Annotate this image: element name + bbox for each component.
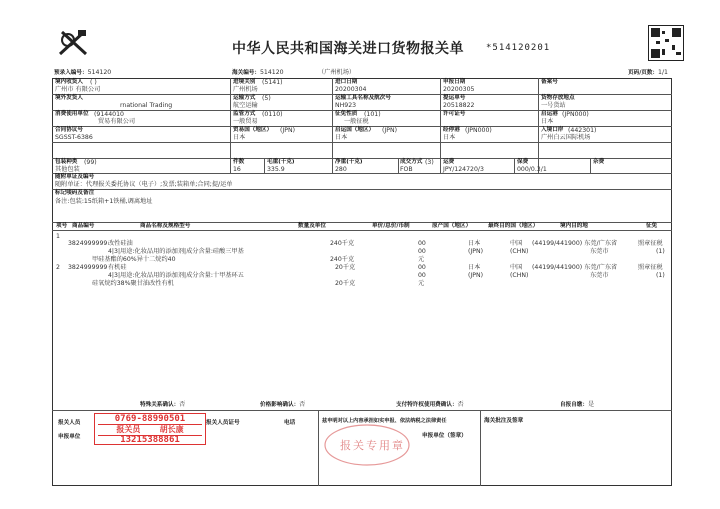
trade-terms-label: 成交方式 [400, 159, 423, 165]
goods-col-price: 单价/总价/币制 [372, 223, 410, 229]
contract-value: SGSST-6386 [55, 134, 93, 141]
record-no-label: 备案号 [541, 79, 558, 85]
origin-country-value: 日本 [335, 134, 348, 141]
goods-total-price: 00 [418, 272, 426, 279]
transport-mode-value: 航空运输 [233, 102, 258, 109]
goods-total-price: 00 [418, 248, 426, 255]
entry-port-label: 入境口岸 [541, 127, 564, 133]
special-relation: 特殊关系确认：否 [140, 401, 186, 408]
declarant-stamp [94, 413, 206, 445]
consignee-label: 境内收货人 [55, 79, 83, 85]
package-type-code: (99) [84, 159, 97, 166]
entry-port-code: (442301) [568, 127, 597, 134]
entry-customs-code: (5141) [262, 79, 283, 86]
overseas-shipper-value: rnational Trading [120, 102, 173, 109]
stop-port-label: 经停港 [443, 127, 460, 133]
goods-origin: 日本 [468, 240, 481, 247]
goods-col-no: 项号 [56, 223, 68, 229]
goods-col-dest: 最终目的国（地区） [488, 223, 539, 229]
goods-col-domestic: 境内目的地 [560, 223, 588, 229]
gross-weight-label: 毛重(千克) [267, 159, 295, 165]
declaring-unit-seal-label: 申报单位（签章） [422, 433, 467, 439]
import-date-label: 进口日期 [335, 79, 358, 85]
goods-name: 有机硅 [108, 264, 127, 271]
goods-domestic-city: 东莞市 [590, 272, 609, 279]
goods-domestic: (44199/441900) 东莞/广东省 [532, 264, 618, 271]
customs-remarks-label: 海关批注及签章 [484, 418, 524, 424]
insurance-value: 000/0.3/1 [517, 166, 547, 173]
goods-dest-code: (CHN) [510, 248, 529, 255]
goods-levy: 照章征税 [638, 264, 663, 271]
package-type-label: 包装种类 [55, 159, 78, 165]
stamp-phone: 0769-88990501 [114, 414, 186, 424]
trade-country-value: 日本 [233, 134, 246, 141]
storage-value: 一号货站 [541, 102, 566, 109]
user-unit-code: (9144010 [94, 111, 124, 118]
goods-origin-code: (JPN) [468, 248, 484, 255]
marks-value: 备注:包装:15纸箱+1铁桶,调离地址 [55, 198, 153, 205]
transport-mode-code: (5) [262, 95, 271, 102]
supervision-label: 监管方式 [233, 111, 256, 117]
goods-qty-legal: 20千克 [335, 280, 356, 287]
gross-weight-value: 335.9 [267, 166, 285, 173]
goods-name: 改性硅油 [108, 240, 133, 247]
goods-spec: 4|3|用途:化妆品用的添加剂|成分含量:硅酸三甲基 [108, 248, 244, 255]
customs-logo-icon [56, 28, 90, 58]
page-title: 中华人民共和国海关进口货物报关单 [232, 41, 464, 57]
declarant-cert-label: 报关人员证号 [206, 420, 240, 426]
goods-qty: 240千克 [330, 240, 355, 247]
departure-port-code: (JPN000) [562, 111, 589, 118]
supervision-code: (0110) [262, 111, 283, 118]
net-weight-label: 净重(千克) [335, 159, 363, 165]
goods-no: 2 [56, 264, 60, 271]
stop-port-value: 日本 [443, 134, 456, 141]
stamp-declarant: 报关员 胡长康 [98, 424, 202, 436]
declare-date-value: 20200305 [443, 86, 475, 93]
goods-domestic: (44199/441900) 东莞/广东省 [532, 240, 618, 247]
entry-customs-label: 进境关别 [233, 79, 256, 85]
pieces-label: 件数 [233, 159, 245, 165]
levy-nature-code: (101) [364, 111, 381, 118]
marks-label: 标记唛码及备注 [55, 190, 95, 196]
declare-date-label: 申报日期 [443, 79, 466, 85]
goods-col-code: 商品编号 [72, 223, 95, 229]
stamp-mobile: 13215388861 [120, 435, 180, 445]
entry-port-value: 广州白云国际机场 [541, 134, 591, 141]
customs-name: （广州机场） [318, 69, 356, 76]
customs-number: 海关编号：514120 [232, 69, 284, 76]
goods-spec: 4|3|用途:化妆品用的添加剂|成分含量:十甲基环五 [108, 272, 244, 279]
user-unit-label: 消费使用单位 [55, 111, 89, 117]
goods-dest-code: (CHN) [510, 272, 529, 279]
declaring-unit-label: 申报单位 [58, 434, 81, 440]
origin-country-label: 启运国（地区） [335, 127, 375, 133]
goods-col-levy: 征免 [646, 223, 658, 229]
goods-col-qty: 数量及单位 [298, 223, 326, 229]
goods-domestic-city: 东莞市 [590, 248, 609, 255]
customs-seal-text: 报关专用章 [340, 439, 405, 452]
goods-unit-price: 00 [418, 264, 426, 271]
goods-col-origin: 原产国（地区） [432, 223, 472, 229]
goods-spec-cont: 甲硅基酯的60%异十二烷约40 [92, 256, 176, 263]
goods-origin: 日本 [468, 264, 481, 271]
goods-code: 3824999999 [68, 240, 108, 247]
trade-terms-value: FOB [400, 166, 413, 173]
goods-levy-code: (1) [656, 272, 665, 279]
consignee-value: 广州市 有限公司 [55, 86, 101, 93]
transport-name-value: NH923 [335, 102, 357, 109]
misc-fee-label: 杂费 [593, 159, 605, 165]
qr-code-icon [648, 25, 684, 61]
transport-mode-label: 运输方式 [233, 95, 256, 101]
supervision-value: 一般贸易 [233, 118, 258, 125]
documents-label: 随附单证及编号 [55, 174, 95, 180]
departure-port-value: 日本 [541, 118, 554, 125]
goods-levy-code: (1) [656, 248, 665, 255]
consignee-code: ( ) [90, 79, 97, 86]
goods-no: 1 [56, 233, 60, 240]
levy-nature-label: 征免性质 [335, 111, 358, 117]
transport-name-label: 运输工具名称及航次号 [335, 95, 391, 101]
freight-value: JPY/124720/3 [443, 166, 484, 173]
goods-code: 3824999999 [68, 264, 108, 271]
levy-nature-value: 一般征税 [344, 118, 369, 125]
goods-qty-legal: 240千克 [330, 256, 355, 263]
goods-currency: 元 [418, 256, 425, 263]
trade-country-label: 贸易国（地区） [233, 127, 273, 133]
storage-label: 货物存放地点 [541, 95, 575, 101]
trade-terms-code: (3) [425, 159, 434, 166]
net-weight-value: 280 [335, 166, 347, 173]
origin-country-code: (JPN) [382, 127, 398, 134]
royalty-confirm: 支付特许权使用费确认：否 [396, 401, 464, 408]
goods-unit-price: 00 [418, 240, 426, 247]
page-count: 页码/页数：1/1 [628, 69, 668, 76]
goods-origin-code: (JPN) [468, 272, 484, 279]
price-influence: 价格影响确认：否 [260, 401, 306, 408]
import-date-value: 20200304 [335, 86, 367, 93]
goods-spec-cont: 硅氧烷约38%聚甘油改性有机 [92, 280, 174, 287]
license-label: 许可证号 [443, 111, 466, 117]
contract-label: 合同协议号 [55, 127, 83, 133]
user-unit-value: 贸易有限公司 [98, 118, 136, 125]
stop-port-code: (JPN000) [465, 127, 492, 134]
serial-number: *514120201 [486, 43, 551, 53]
goods-dest: 中国 [510, 264, 523, 271]
self-report: 自报自缴：是 [560, 401, 595, 408]
goods-qty: 20千克 [335, 264, 356, 271]
entry-customs-value: 广州机场 [233, 86, 258, 93]
freight-label: 运费 [443, 159, 455, 165]
pieces-value: 16 [233, 166, 241, 173]
trade-country-code: (JPN) [280, 127, 296, 134]
goods-currency: 元 [418, 280, 425, 287]
departure-port-label: 启运港 [541, 111, 558, 117]
bill-no-value: 20518822 [443, 102, 475, 109]
goods-dest: 中国 [510, 240, 523, 247]
package-type-value: 其他包装 [55, 166, 80, 173]
overseas-shipper-label: 境外发货人 [55, 95, 83, 101]
bill-no-label: 提运单号 [443, 95, 466, 101]
documents-value: 随附单证：代理报关委托协议（电子）;发票;装箱单;合同;提/运单 [55, 181, 233, 188]
goods-levy: 照章征税 [638, 240, 663, 247]
declarant-label: 报关人员 [58, 420, 81, 426]
liability-statement: 兹申明对以上内容承担如实申报、依法纳税之法律责任 [322, 418, 447, 424]
goods-col-name: 商品名称及规格型号 [140, 223, 191, 229]
insurance-label: 保费 [517, 159, 529, 165]
phone-label: 电话 [284, 420, 296, 426]
pre-entry-number: 预录入编号：514120 [54, 69, 112, 76]
